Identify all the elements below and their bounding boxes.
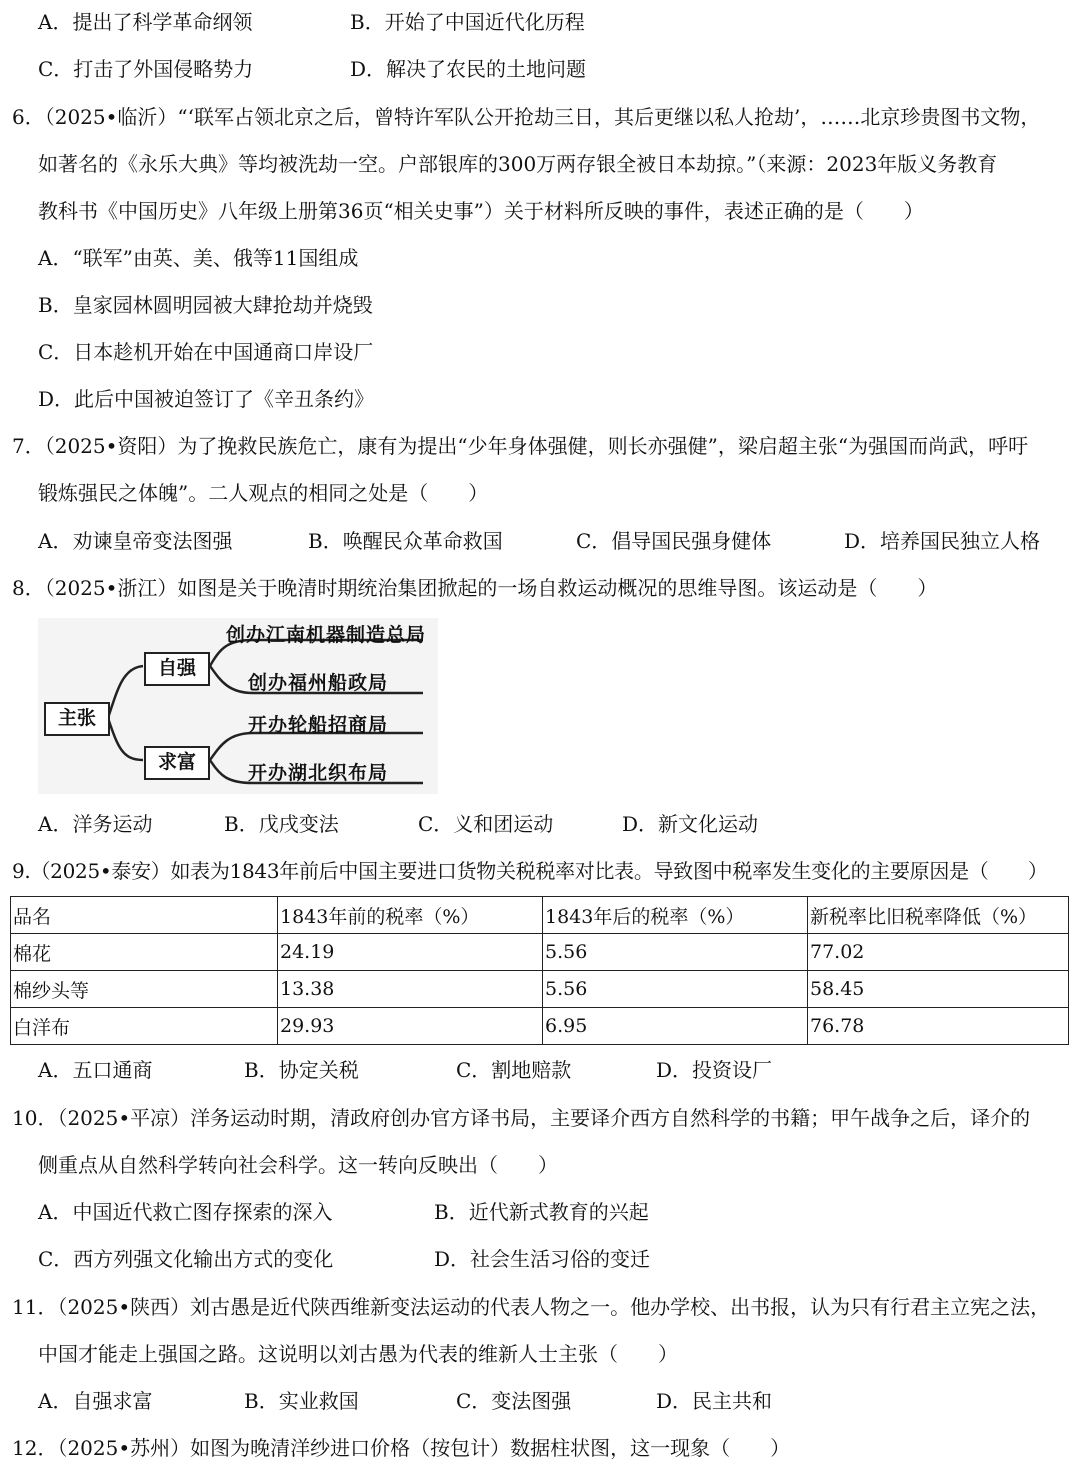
table-row xyxy=(11,971,1069,1008)
q7-stem-line1: 7．（2025•资阳）为了挽救民族危亡，康有为提出“少年身体强健，则长亦强健”，梁启超主张“为强国而尚武，呼吁 xyxy=(12,434,1029,458)
table-cell: 棉花 xyxy=(11,934,278,971)
q8-stem-line1: 8．（2025•浙江）如图是关于晚清时期统治集团掀起的一场自救运动概况的思维导图。该运动是（ ） xyxy=(12,576,938,600)
q11-option-a[interactable]: A．自强求富 xyxy=(38,1389,153,1413)
table-header-cell: 新税率比旧税率降低（%） xyxy=(808,897,1069,934)
q8-option-b[interactable]: B．戊戌变法 xyxy=(224,812,339,836)
q6-stem-line2: 如著名的《永乐大典》等均被洗劫一空。户部银库的300万两存银全被日本劫掠。”（来源：2023年版义务教育 xyxy=(38,152,998,176)
q10-stem-line1: 10．（2025•平凉）洋务运动时期，清政府创办官方译书局，主要译介西方自然科学的书籍；甲午战争之后，译介的 xyxy=(12,1106,1031,1130)
q7-option-a[interactable]: A．劝谏皇帝变法图强 xyxy=(38,529,233,553)
table-cell: 5.56 xyxy=(543,934,808,971)
q6-option-d[interactable]: D．此后中国被迫签订了《辛丑条约》 xyxy=(38,387,375,411)
q9-stem-line1: 9.（2025•泰安）如表为1843年前后中国主要进口货物关税税率对比表。导致图中税率发生变化的主要原因是（ ） xyxy=(12,859,1048,883)
q11-option-b[interactable]: B．实业救国 xyxy=(244,1389,359,1413)
table-cell: 棉纱头等 xyxy=(11,971,278,1008)
table-header-cell: 品名 xyxy=(11,897,278,934)
q9-option-d[interactable]: D．投资设厂 xyxy=(656,1058,773,1082)
q5-option-a[interactable]: A．提出了科学革命纲领 xyxy=(38,10,253,34)
q9-option-a[interactable]: A．五口通商 xyxy=(38,1058,153,1082)
q6-option-c[interactable]: C．日本趁机开始在中国通商口岸设厂 xyxy=(38,340,374,364)
q10-stem-line2: 侧重点从自然科学转向社会科学。这一转向反映出（ ） xyxy=(38,1153,558,1177)
q10-option-c[interactable]: C．西方列强文化输出方式的变化 xyxy=(38,1247,334,1271)
mindmap-leaf-3: 开办轮船招商局 xyxy=(248,714,389,736)
table-cell: 24.19 xyxy=(278,934,543,971)
table-row xyxy=(11,934,1069,971)
q10-option-a[interactable]: A．中国近代救亡图存探索的深入 xyxy=(38,1200,333,1224)
table-cell: 76.78 xyxy=(808,1008,1069,1045)
mindmap-leaf-1: 创办江南机器制造总局 xyxy=(226,624,427,646)
q5-option-b[interactable]: B．开始了中国近代化历程 xyxy=(350,10,585,34)
q7-option-b[interactable]: B．唤醒民众革命救国 xyxy=(308,529,503,553)
q7-option-c[interactable]: C．倡导国民强身健体 xyxy=(576,529,772,553)
q8-option-d[interactable]: D．新文化运动 xyxy=(622,812,759,836)
q11-stem-line2: 中国才能走上强国之路。这说明以刘古愚为代表的维新人士主张（ ） xyxy=(38,1342,678,1366)
mindmap-root: 主张 xyxy=(44,702,110,736)
mindmap-leaf-2: 创办福州船政局 xyxy=(248,672,389,694)
table-header-cell: 1843年后的税率（%） xyxy=(543,897,808,934)
q9-option-c[interactable]: C．割地赔款 xyxy=(456,1058,572,1082)
table-cell: 白洋布 xyxy=(11,1008,278,1045)
table-cell: 6.95 xyxy=(543,1008,808,1045)
q6-option-a[interactable]: A．“联军”由英、美、俄等11国组成 xyxy=(38,246,359,270)
q10-option-b[interactable]: B．近代新式教育的兴起 xyxy=(434,1200,649,1224)
q5-option-c[interactable]: C．打击了外国侵略势力 xyxy=(38,57,254,81)
q8-option-a[interactable]: A．洋务运动 xyxy=(38,812,153,836)
q9-tax-table xyxy=(10,896,1069,1045)
q7-option-d[interactable]: D．培养国民独立人格 xyxy=(844,529,1041,553)
table-cell: 29.93 xyxy=(278,1008,543,1045)
table-cell: 77.02 xyxy=(808,934,1069,971)
q6-stem-line3: 教科书《中国历史》八年级上册第36页“相关史事”）关于材料所反映的事件，表述正确的是（ ） xyxy=(38,199,924,223)
q12-stem-line1: 12．（2025•苏州）如图为晚清洋纱进口价格（按包计）数据柱状图，这一现象（ ） xyxy=(12,1436,791,1460)
q6-option-b[interactable]: B．皇家园林圆明园被大肆抢劫并烧毁 xyxy=(38,293,373,317)
table-cell: 58.45 xyxy=(808,971,1069,1008)
q8-option-c[interactable]: C．义和团运动 xyxy=(418,812,554,836)
q5-option-d[interactable]: D．解决了农民的土地问题 xyxy=(350,57,587,81)
mindmap-branch-ziqiang: 自强 xyxy=(144,652,210,686)
q11-option-d[interactable]: D．民主共和 xyxy=(656,1389,773,1413)
q11-option-c[interactable]: C．变法图强 xyxy=(456,1389,572,1413)
q11-stem-line1: 11．（2025•陕西）刘古愚是近代陕西维新变法运动的代表人物之一。他办学校、出书报，认为只有行君主立宪之法， xyxy=(12,1295,1051,1319)
mindmap-branch-qiufu: 求富 xyxy=(144,746,210,780)
q9-option-b[interactable]: B．协定关税 xyxy=(244,1058,359,1082)
q7-stem-line2: 锻炼强民之体魄”。二人观点的相同之处是（ ） xyxy=(38,481,489,505)
q8-mindmap xyxy=(38,618,438,794)
table-row xyxy=(11,1008,1069,1045)
mindmap-leaf-4: 开办湖北织布局 xyxy=(248,762,389,784)
table-cell: 5.56 xyxy=(543,971,808,1008)
table-header-cell: 1843年前的税率（%） xyxy=(278,897,543,934)
table-cell: 13.38 xyxy=(278,971,543,1008)
q10-option-d[interactable]: D．社会生活习俗的变迁 xyxy=(434,1247,651,1271)
q6-stem-line1: 6．（2025•临沂）“‘联军占领北京之后，曾特许军队公开抢劫三日，其后更继以私人抢劫’，……北京珍贵图书文物， xyxy=(12,105,1041,129)
table-header-row xyxy=(11,897,1069,934)
